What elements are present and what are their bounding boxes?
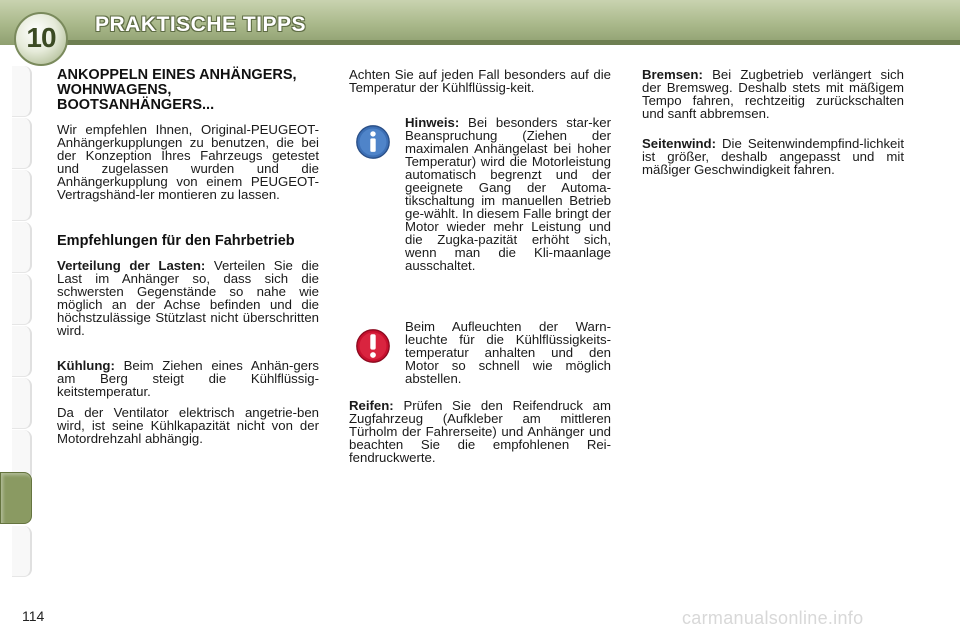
chapter-tab-5[interactable] <box>12 274 32 325</box>
brakes-label: Bremsen: <box>642 67 703 82</box>
chapter-tab-7[interactable] <box>12 378 32 429</box>
right-column <box>642 68 904 176</box>
crosswind-label: Seitenwind: <box>642 136 716 151</box>
chapter-tab-2[interactable] <box>12 118 32 169</box>
cooling-paragraph <box>57 359 319 398</box>
section-heading: ANKOPPELN EINES ANHÄNGERS, WOHNWAGENS, BOOTSANHÄNGERS... <box>57 67 297 113</box>
temperature-paragraph: Achten Sie auf jeden Fall besonders auf die Temperatur der Kühlflüssig-keit. <box>349 67 611 95</box>
page-title: PRAKTISCHE TIPPS <box>95 13 307 36</box>
warning-icon <box>355 328 391 364</box>
chapter-tab-1[interactable] <box>12 66 32 117</box>
cooling-label: Kühlung: <box>57 358 115 373</box>
header-underline <box>60 40 960 45</box>
hint-note <box>349 116 611 272</box>
load-distribution-text: Verteilen Sie die Last im Anhänger so, dass sich die schwersten Gegenstände so nahe wie möglich an der Achse befinden und die höchstzulässige Stützlast nicht überschritten wird. <box>57 258 319 338</box>
tyres-text: Prüfen Sie den Reifendruck am Zugfahrzeug (Aufkleber am mittleren Türholm der Fahrerseite) und Anhänger und beachten Sie die empfohlenen Rei-fendruckwerte. <box>349 398 612 465</box>
chapter-number: 10 <box>26 22 56 53</box>
cooling-text: Beim Ziehen eines Anhän-gers am Berg steigt die Kühlflüssig-keitstemperatur. <box>57 358 319 399</box>
load-distribution-paragraph <box>57 259 319 337</box>
warning-note <box>349 320 611 385</box>
crosswind-text: Die Seitenwindempfind-lichkeit ist größer, deshalb angepasst und mit mäßiger Geschwindigkeit fahren. <box>642 136 904 177</box>
left-column <box>57 68 319 445</box>
tyres-paragraph <box>349 399 611 464</box>
tyres-label: Reifen: <box>349 398 394 413</box>
brakes-paragraph <box>642 68 904 120</box>
hint-label: Hinweis: <box>405 115 460 130</box>
brakes-text: Bei Zugbetrieb verlängert sich der Bremsweg. Deshalb stets mit mäßigem Tempo fahren, rechtzeitig zurückschalten und sanft abbremsen. <box>642 67 904 121</box>
warning-paragraph: Beim Aufleuchten der Warn-leuchte für die Kühlflüssigkeits-temperatur anhalten und den Motor so schnell wie möglich abstellen. <box>405 319 611 386</box>
chapter-tab-4[interactable] <box>12 222 32 273</box>
watermark: carmanualsonline.info <box>682 608 864 628</box>
fan-paragraph: Da der Ventilator elektrisch angetrie-ben wird, ist seine Kühlkapazität nicht von der Motordrehzahl abhängig. <box>57 405 319 446</box>
load-distribution-label: Verteilung der Lasten: <box>57 258 206 273</box>
chapter-badge <box>14 12 68 66</box>
hint-text: Bei besonders star-ker Beanspruchung (Ziehen der maximalen Anhängelast bei hoher Temperatur) wird die Motorleistung automatisch begrenzt und der geeignete Gang der Automa-tikschaltung im manuellen Betrieb ge-wählt. In diesem Falle bringt der Motor wieder mehr Leistung und die Zugka-pazität erhöht sich, wenn man die Kli-maanlage ausschaltet. <box>405 115 611 273</box>
intro-paragraph: Wir empfehlen Ihnen, Original-PEUGEOT-Anhängerkupplungen zu benutzen, die bei der Konzeption Ihres Fahrzeugs getestet und zugelassen wurden und die Anhängerkupplung von einem PEUGEOT-Vertragshänd-ler montieren zu lassen. <box>57 122 319 202</box>
crosswind-paragraph <box>642 137 904 176</box>
chapter-tab-6[interactable] <box>12 326 32 377</box>
page-number: 114 <box>22 608 45 624</box>
middle-column <box>349 68 611 464</box>
header-band <box>0 0 960 45</box>
info-icon <box>355 124 391 160</box>
chapter-tab-active[interactable] <box>0 472 32 524</box>
chapter-tab-3[interactable] <box>12 170 32 221</box>
chapter-tabs <box>0 66 34 578</box>
driving-recommendations-heading: Empfehlungen für den Fahrbetrieb <box>57 233 295 249</box>
chapter-tab-10[interactable] <box>12 526 32 577</box>
